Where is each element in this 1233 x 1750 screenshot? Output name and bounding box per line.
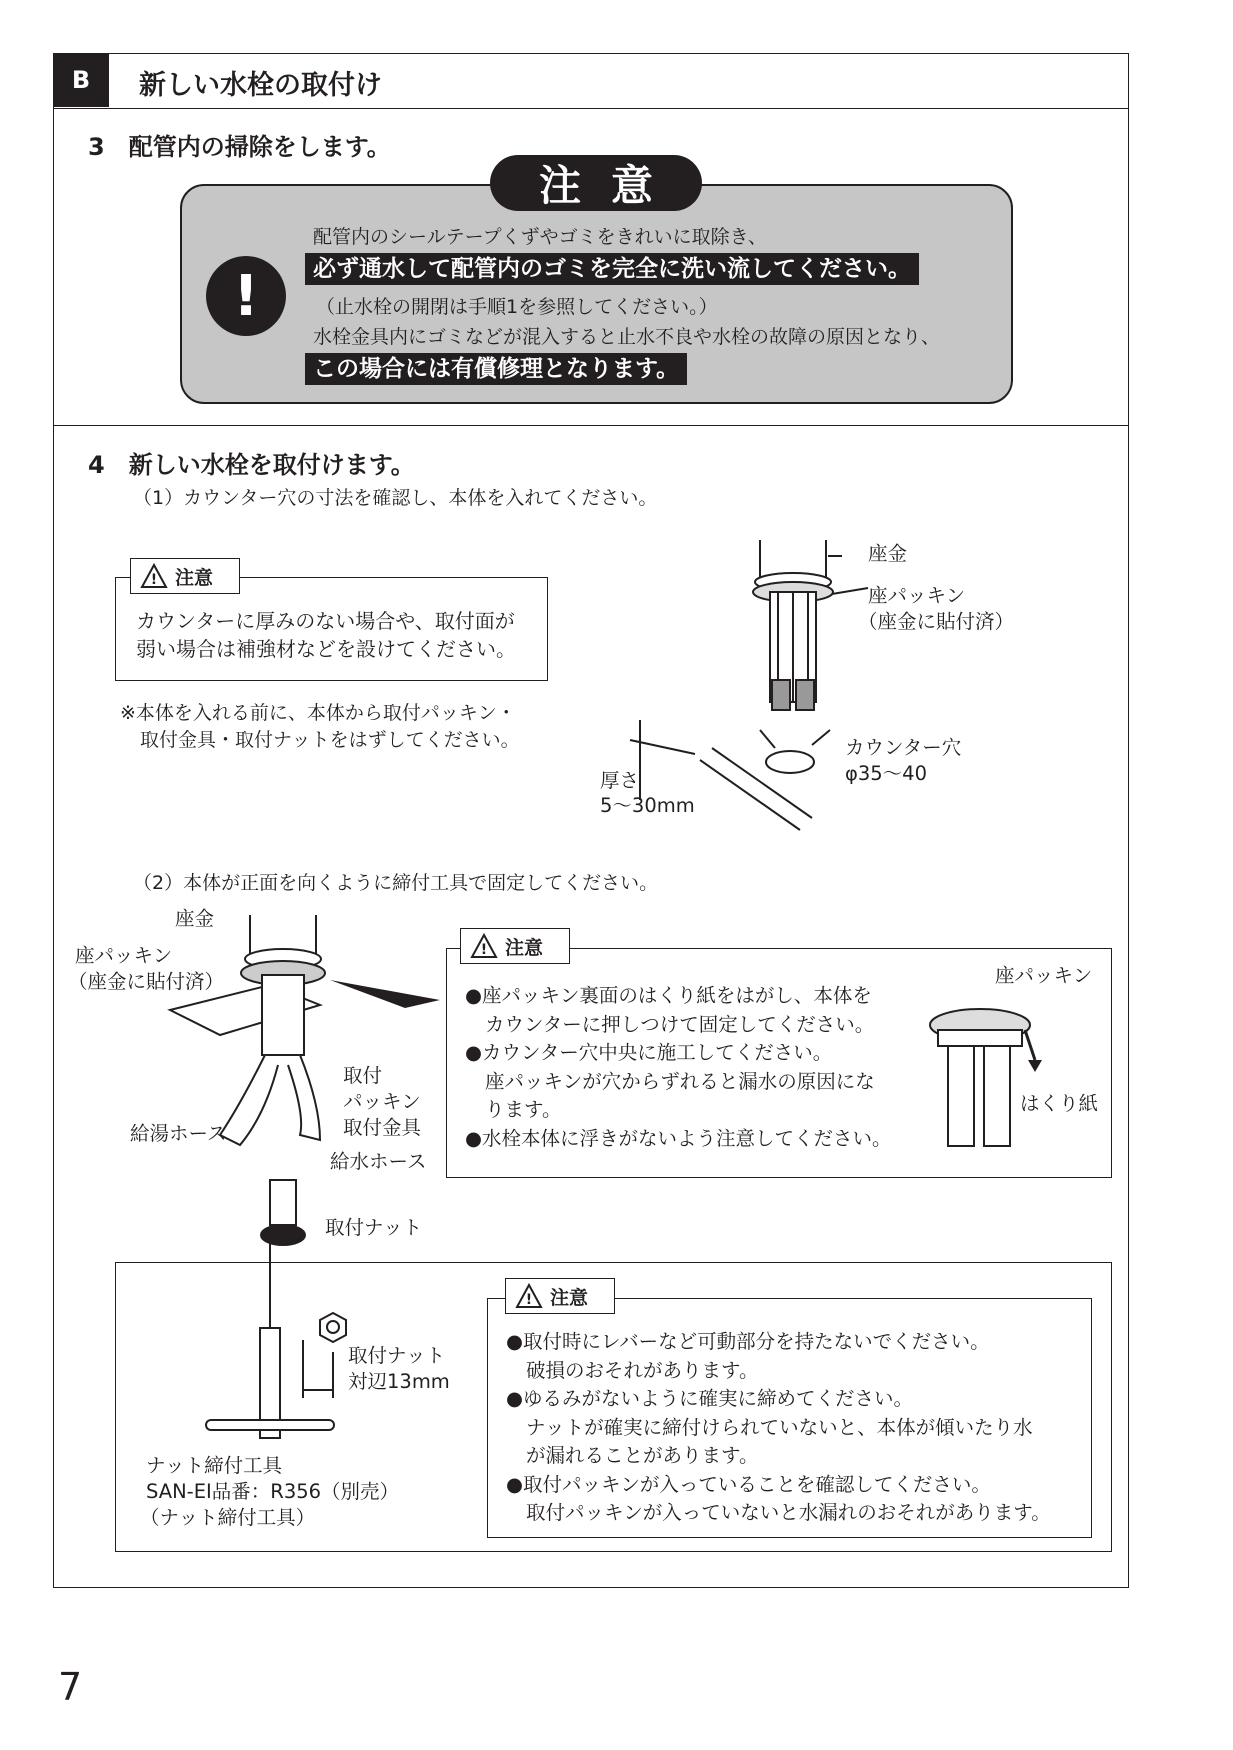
caution3-b2: ●ゆるみがないように確実に締めてください。 <box>506 1387 914 1410</box>
caution3-b2b: ナットが確実に締付けられていないと、本体が傾いたり水 <box>526 1415 1033 1439</box>
caution2-b1: ●座パッキン裏面のはくり紙をはがし、本体を <box>465 984 872 1007</box>
caution-tag2-label: 注意 <box>505 936 544 959</box>
fig2-bracket: 取付金具 <box>343 1116 422 1139</box>
svg-text:!: ! <box>150 572 158 588</box>
note1: ※本体を入れる前に、本体から取付パッキン・ <box>120 702 516 724</box>
caution2-zapackin: 座パッキン <box>995 964 1093 987</box>
caution2-b2c: ります。 <box>485 1098 562 1121</box>
caution-tag3 <box>505 1278 615 1314</box>
fig2-zapackin: 座パッキン <box>75 944 173 967</box>
svg-text:!: ! <box>480 942 488 958</box>
fig1-hole-size: φ35〜40 <box>845 762 927 785</box>
caution-tag2 <box>460 928 570 964</box>
note2: 取付金具・取付ナットをはずしてください。 <box>140 729 520 751</box>
fig2-cold: 給水ホース <box>330 1150 427 1173</box>
caution3-b1b: 破損のおそれがあります。 <box>526 1358 759 1382</box>
fig1-zagane: 座金 <box>868 542 908 565</box>
caution3-b1: ●取付時にレバーなど可動部分を持たないでください。 <box>506 1330 990 1353</box>
step4-title: 4 新しい水栓を取付けます。 <box>88 451 415 479</box>
step4-sub2: （2）本体が正面を向くように締付工具で固定してください。 <box>133 872 659 894</box>
fig2-zapackin-note: （座金に貼付済） <box>68 970 225 993</box>
tool-part2: （ナット締付工具） <box>140 1506 316 1529</box>
caution3-bullets <box>506 1328 1051 1528</box>
fig2-hot: 給湯ホース <box>130 1122 227 1145</box>
section-title: 新しい水栓の取付け <box>139 70 382 101</box>
fig1-zapackin: 座パッキン <box>868 584 966 607</box>
caution1-line2: 弱い場合は補強材などを設けてください。 <box>136 637 516 661</box>
caution2-b1b: カウンターに押しつけて固定してください。 <box>485 1012 875 1036</box>
caution-tag1-label: 注意 <box>175 566 214 589</box>
caution-line4: 水栓金具内にゴミなどが混入すると止水不良や水栓の故障の原因となり、 <box>313 326 941 348</box>
fig1-thick: 厚さ <box>600 769 640 792</box>
exclamation-icon: ! <box>206 256 286 336</box>
warning-icon <box>141 564 167 588</box>
fig1-thick-size: 5〜30mm <box>600 794 695 817</box>
step3-title: 3 配管内の掃除をします。 <box>88 133 391 161</box>
caution2-b3: ●水栓本体に浮きがないよう注意してください。 <box>465 1126 892 1150</box>
tool-nut-size: 対辺13mm <box>348 1370 450 1393</box>
tool-part: SAN-EI品番：R356（別売） <box>146 1480 400 1503</box>
caution-highlight2: この場合には有償修理となります。 <box>305 353 687 385</box>
caution-tag1 <box>130 558 240 594</box>
caution-line3: （止水栓の開閉は手順1を参照してください。） <box>316 296 718 318</box>
fig2-zagane: 座金 <box>175 907 215 930</box>
section-badge: B <box>53 53 109 107</box>
section-divider <box>53 425 1129 426</box>
figure-counter-hole <box>600 530 1000 830</box>
caution-pill: 注意 <box>490 155 702 211</box>
caution2-b2: ●カウンター穴中央に施工してください。 <box>465 1041 833 1064</box>
warning-icon <box>516 1284 542 1308</box>
caution2-b2b: 座パッキンが穴からずれると漏水の原因にな <box>485 1069 875 1093</box>
caution2-bullets <box>465 982 892 1153</box>
caution1-line1: カウンターに厚みのない場合や、取付面が <box>136 609 515 633</box>
fig2-packing1: 取付 <box>343 1064 383 1087</box>
tool-name: ナット締付工具 <box>146 1454 283 1477</box>
figure-peel-paper <box>920 990 1040 1160</box>
step4-sub1: （1）カウンター穴の寸法を確認し、本体を入れてください。 <box>133 487 658 509</box>
section-header <box>53 53 1129 109</box>
caution3-b2c: が漏れることがあります。 <box>526 1444 759 1467</box>
fig2-nut: 取付ナット <box>325 1216 423 1239</box>
caution3-b3: ●取付パッキンが入っていることを確認してください。 <box>506 1472 991 1496</box>
caution-line1: 配管内のシールテープくずやゴミをきれいに取除き、 <box>313 226 767 248</box>
caution-tag3-label: 注意 <box>550 1286 589 1309</box>
fig1-hole: カウンター穴 <box>845 736 962 759</box>
fig1-zapackin-note: （座金に貼付済） <box>858 610 1015 633</box>
fig2-packing2: パッキン <box>343 1090 421 1113</box>
page-number: 7 <box>58 1665 83 1709</box>
svg-text:!: ! <box>525 1292 533 1308</box>
caution-highlight1: 必ず通水して配管内のゴミを完全に洗い流してください。 <box>305 253 919 285</box>
warning-icon <box>471 934 497 958</box>
tool-nut: 取付ナット <box>348 1344 446 1367</box>
caution3-b3b: 取付パッキンが入っていないと水漏れのおそれがあります。 <box>526 1501 1051 1524</box>
caution2-paper: はくり紙 <box>1020 1092 1099 1115</box>
